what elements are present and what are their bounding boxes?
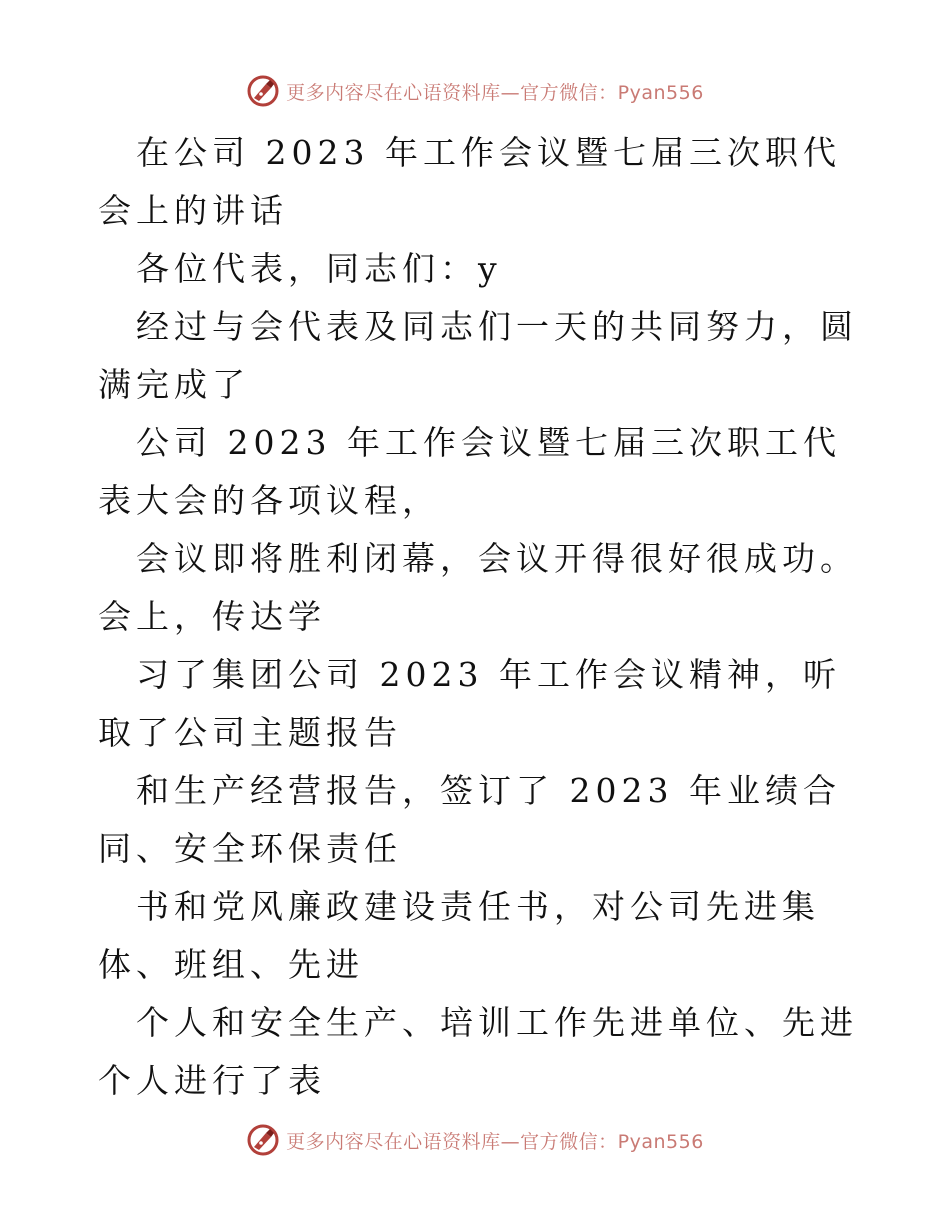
- salutation-paragraph: 各位代表，同志们：y: [136, 249, 502, 288]
- body-paragraph: 习了集团公司 2023 年工作会议精神，听取了公司主题报告: [98, 655, 841, 752]
- header-banner: [0, 71, 950, 111]
- red-pen-nib-logo-icon: [246, 1123, 280, 1157]
- footer-banner-text: 更多内容尽在心语资料库—官方微信：Pyan556: [286, 1130, 704, 1153]
- body-paragraph: 会议即将胜利闭幕，会议开得很好很成功。会上，传达学: [98, 539, 858, 636]
- body-paragraph: 个人和安全生产、培训工作先进单位、先进个人进行了表: [98, 1003, 858, 1100]
- body-paragraph: 公司 2023 年工作会议暨七届三次职工代表大会的各项议程，: [98, 423, 841, 520]
- red-pen-nib-logo-icon: [246, 74, 280, 108]
- document-title-paragraph: 在公司 2023 年工作会议暨七届三次职代会上的讲话: [98, 133, 841, 230]
- header-banner-text: 更多内容尽在心语资料库—官方微信：Pyan556: [286, 81, 704, 104]
- document-body: [98, 124, 858, 1110]
- footer-banner: [0, 1120, 950, 1160]
- body-paragraph: 经过与会代表及同志们一天的共同努力，圆满完成了: [98, 307, 858, 404]
- body-paragraph: 书和党风廉政建设责任书，对公司先进集体、班组、先进: [98, 887, 820, 984]
- body-paragraph: 和生产经营报告，签订了 2023 年业绩合同、安全环保责任: [98, 771, 841, 868]
